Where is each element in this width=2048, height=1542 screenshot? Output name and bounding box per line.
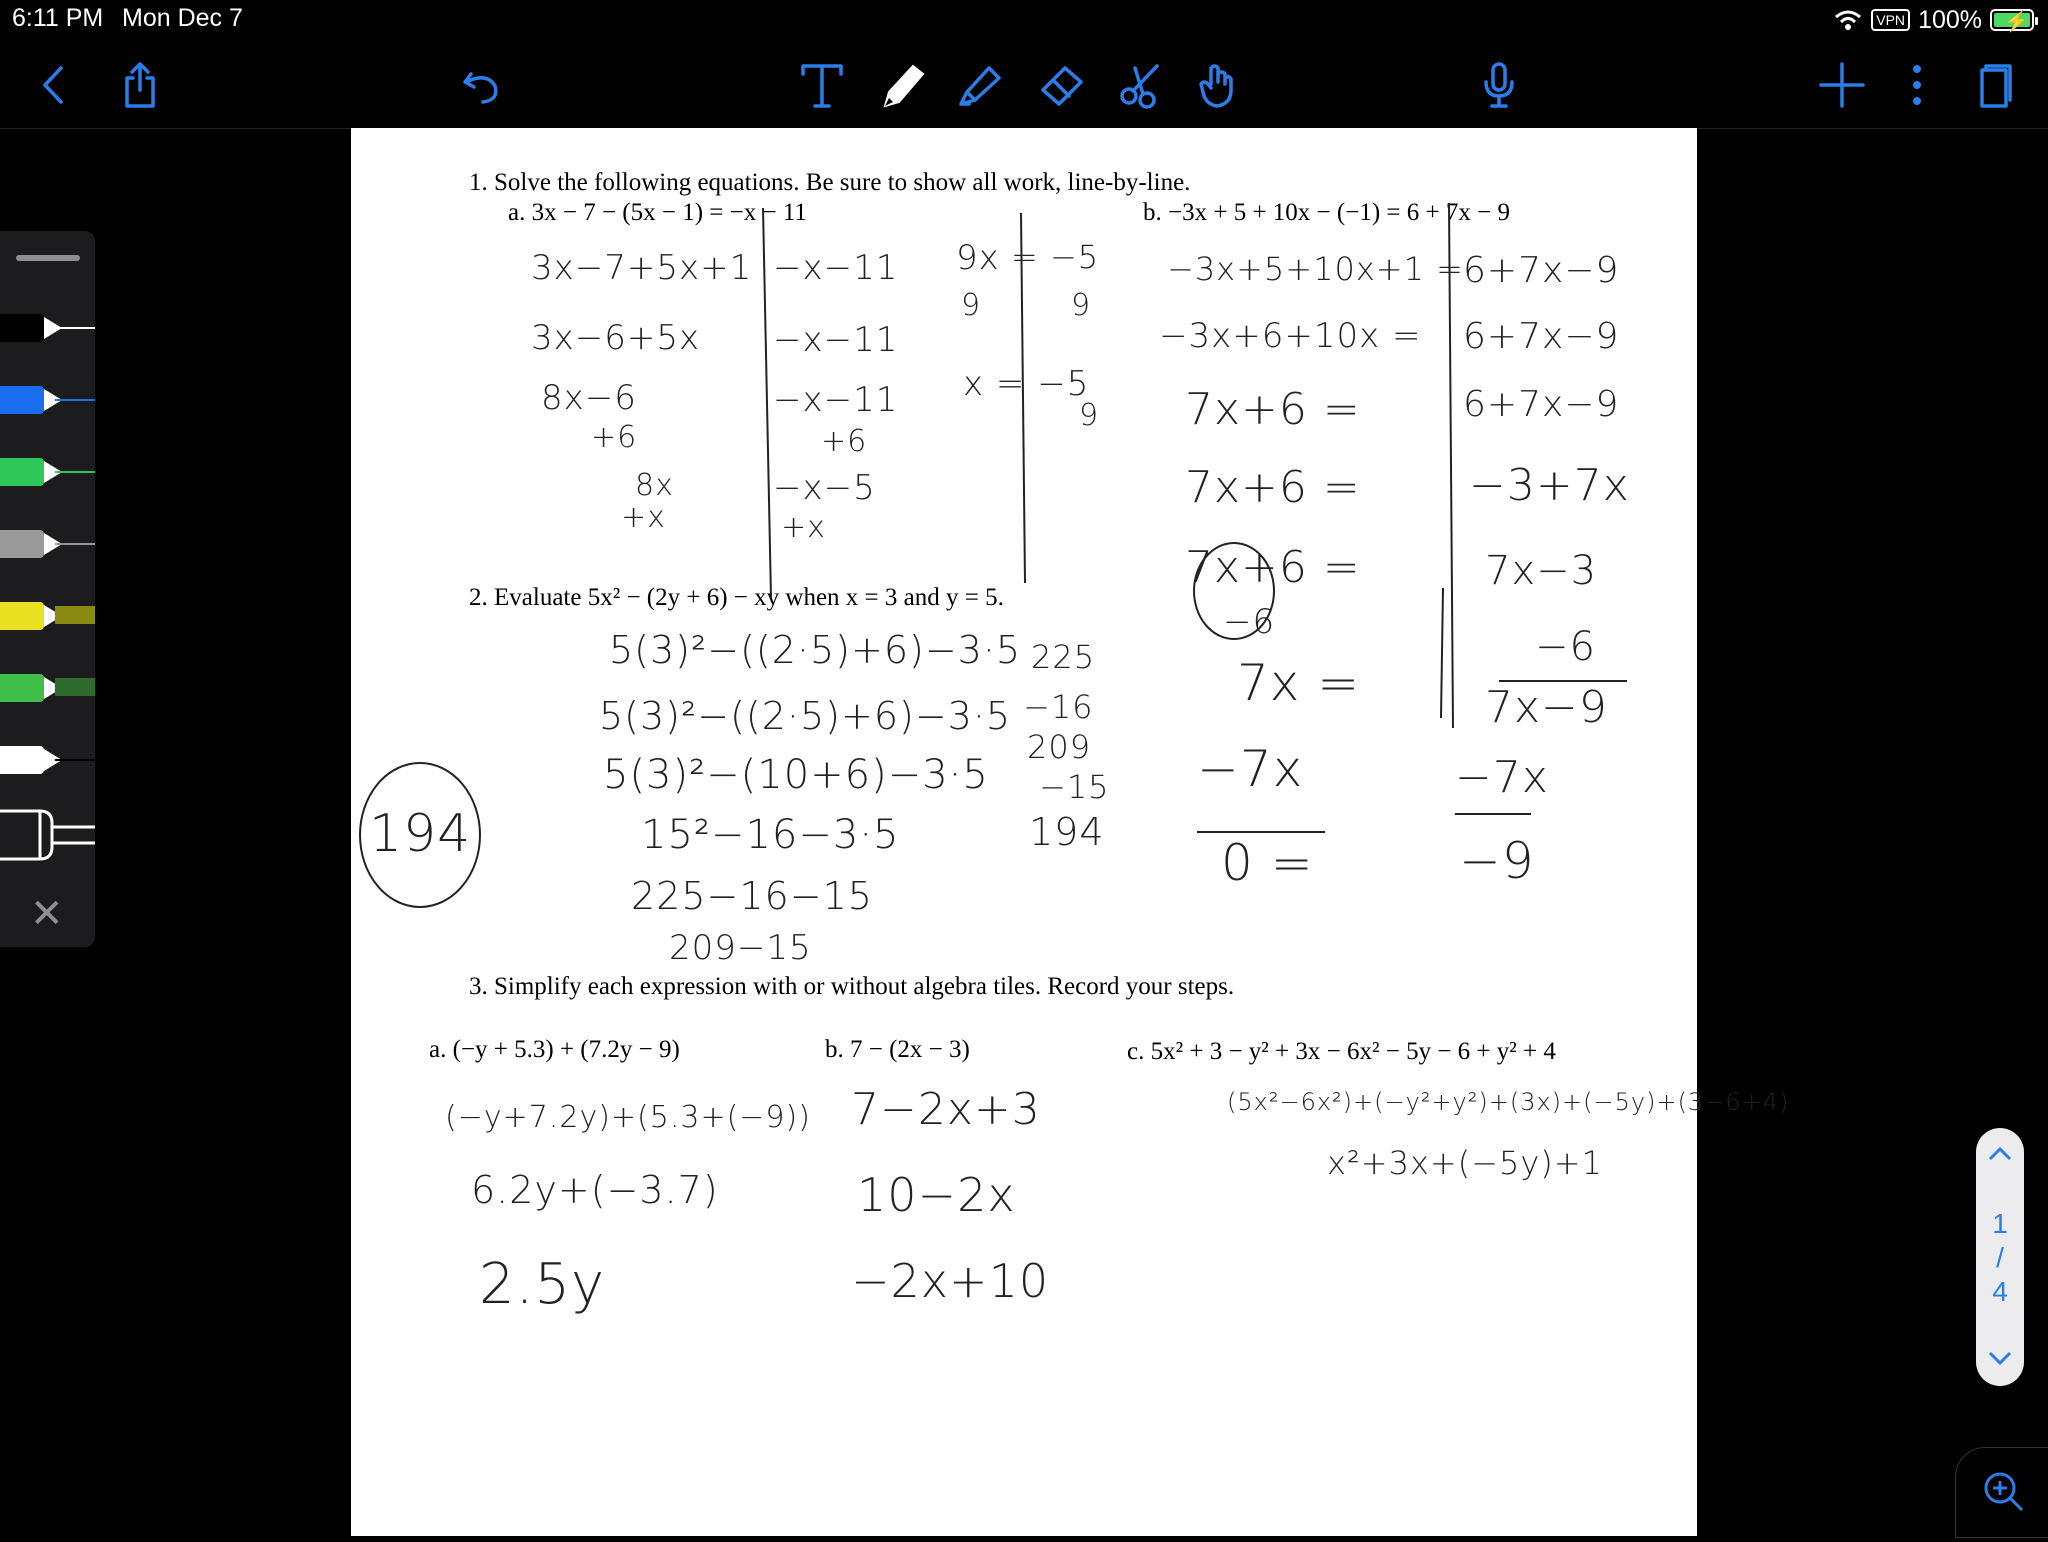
gray-pen[interactable] bbox=[0, 522, 95, 562]
ink-1b-right-7: 7x−9 bbox=[1485, 682, 1608, 733]
page-separator: / bbox=[1996, 1242, 2004, 1273]
ink-1a-left-6: +x bbox=[621, 500, 666, 535]
eraser-icon bbox=[1037, 60, 1087, 110]
ink-1a-right-3: −x−11 bbox=[773, 380, 899, 420]
question-3a: a. (−y + 5.3) + (7.2y − 9) bbox=[429, 1036, 680, 1063]
eraser-tool-button[interactable] bbox=[1032, 55, 1092, 115]
back-icon bbox=[29, 60, 79, 110]
ink-2-side-1: 225 bbox=[1031, 638, 1096, 676]
document-page[interactable] bbox=[351, 128, 1790, 1536]
ink-2-work-6: 209−15 bbox=[669, 928, 812, 968]
ink-1a-left-2: 3x−6+5x bbox=[531, 318, 701, 358]
microphone-icon bbox=[1474, 60, 1524, 110]
chevron-down-icon bbox=[1986, 1344, 2014, 1372]
zoom-in-icon bbox=[1956, 1448, 2048, 1537]
ink-1b-right-5: 7x−3 bbox=[1485, 548, 1598, 594]
ruler-tool[interactable] bbox=[0, 805, 95, 865]
share-icon bbox=[115, 60, 165, 110]
ink-2-work-5: 225−16−15 bbox=[631, 874, 873, 918]
highlighter-icon bbox=[955, 60, 1005, 110]
ink-2-side-2: −16 bbox=[1023, 688, 1094, 726]
undo-icon bbox=[457, 60, 507, 110]
ink-1a-right-6: +x bbox=[781, 510, 826, 545]
status-time: 6:11 PM bbox=[12, 4, 104, 32]
ink-2-answer: 194 bbox=[369, 804, 472, 864]
ink-2-work-4: 15²−16−3·5 bbox=[641, 812, 900, 858]
ink-1b-right-4: −3+7x bbox=[1469, 460, 1630, 511]
question-3: 3. Simplify each expression with or without algebra tiles. Record your steps. bbox=[469, 973, 1235, 1000]
back-button[interactable] bbox=[24, 55, 84, 115]
white-marker[interactable] bbox=[0, 738, 95, 778]
palette-drag-handle[interactable] bbox=[16, 255, 80, 261]
black-pen-icon bbox=[0, 314, 44, 342]
question-1: 1. Solve the following equations. Be sure to show all work, line-by-line. bbox=[469, 169, 1191, 196]
ink-1b-left-1: −3x+5+10x+1 = bbox=[1167, 250, 1464, 288]
more-button[interactable] bbox=[1887, 55, 1947, 115]
scissors-tool-button[interactable] bbox=[1112, 55, 1172, 115]
question-1b: b. −3x + 5 + 10x − (−1) = 6 + 7x − 9 bbox=[1143, 199, 1510, 226]
more-icon bbox=[1892, 60, 1942, 110]
pen-tool-button[interactable] bbox=[872, 55, 932, 115]
ink-1a-left-4: +6 bbox=[591, 420, 638, 455]
page-up-button[interactable] bbox=[1986, 1140, 2014, 1168]
ink-2-side-3: 209 bbox=[1027, 728, 1092, 766]
chevron-up-icon bbox=[1986, 1140, 2014, 1168]
ink-3b-1: 7−2x+3 bbox=[851, 1084, 1041, 1135]
wifi-icon bbox=[1833, 8, 1863, 32]
ink-1b-left-7: 7x = bbox=[1237, 654, 1361, 712]
ink-1b-left-6: −6 bbox=[1223, 602, 1276, 642]
question-3c: c. 5x² + 3 − y² + 3x − 6x² − 5y − 6 + y² + 4 bbox=[1127, 1038, 1556, 1065]
ink-2-work-3: 5(3)²−(10+6)−3·5 bbox=[603, 752, 989, 798]
question-1a: a. 3x − 7 − (5x − 1) = −x − 11 bbox=[508, 199, 807, 226]
scissors-icon bbox=[1117, 60, 1167, 110]
page-navigator bbox=[1976, 1128, 2024, 1386]
close-icon[interactable]: ✕ bbox=[30, 892, 64, 936]
ink-1a-left-1: 3x−7+5x+1 bbox=[531, 248, 753, 288]
pen-icon bbox=[877, 60, 927, 110]
microphone-button[interactable] bbox=[1469, 55, 1529, 115]
ink-1a-side-3: = −5 bbox=[1011, 238, 1100, 276]
hand-tool-button[interactable] bbox=[1188, 55, 1248, 115]
green-highlighter-icon bbox=[0, 674, 44, 702]
ink-2-side-5: 194 bbox=[1029, 810, 1105, 854]
ink-3b-3: −2x+10 bbox=[851, 1254, 1050, 1308]
ink-3a-2: 6.2y+(−3.7) bbox=[471, 1168, 719, 1212]
ink-1a-side-6: 9 bbox=[1079, 398, 1100, 433]
ink-1a-left-3: 8x−6 bbox=[541, 378, 637, 418]
blue-pen-icon bbox=[0, 386, 44, 414]
ink-1b-right-8: −7x bbox=[1455, 752, 1549, 803]
zoom-button[interactable] bbox=[1955, 1447, 2048, 1538]
hand-icon bbox=[1193, 60, 1243, 110]
toolbar bbox=[0, 40, 2048, 129]
blue-pen[interactable] bbox=[0, 378, 95, 418]
black-pen[interactable] bbox=[0, 306, 95, 346]
yellow-highlighter-icon bbox=[0, 602, 44, 630]
ink-2-work-2: 5(3)²−((2·5)+6)−3·5 bbox=[599, 694, 1012, 738]
white-marker-icon bbox=[0, 746, 44, 774]
ink-3a-3: 2.5y bbox=[479, 1252, 606, 1317]
green-highlighter[interactable] bbox=[0, 666, 95, 706]
ink-1b-right-3: 6+7x−9 bbox=[1463, 384, 1620, 425]
undo-button[interactable] bbox=[452, 55, 512, 115]
yellow-highlighter[interactable] bbox=[0, 594, 95, 634]
gray-pen-icon bbox=[0, 530, 44, 558]
pages-button[interactable] bbox=[1965, 55, 2025, 115]
ink-1b-left-4: 7x+6 = bbox=[1185, 462, 1361, 513]
question-2: 2. Evaluate 5x² − (2y + 6) − xy when x = 3 and y = 5. bbox=[469, 584, 1004, 611]
ink-3b-2: 10−2x bbox=[857, 1168, 1016, 1222]
add-icon bbox=[1817, 60, 1867, 110]
ink-1b-left-5: 7x+6 = bbox=[1185, 542, 1361, 593]
battery-percent: 100% bbox=[1918, 5, 1982, 34]
ink-1a-side-5: x = −5 bbox=[963, 364, 1090, 404]
ink-1a-side-4: 9 bbox=[1071, 288, 1092, 323]
green-pen[interactable] bbox=[0, 450, 95, 490]
ink-1b-left-8: −7x bbox=[1197, 740, 1304, 798]
green-pen-icon bbox=[0, 458, 44, 486]
ink-1b-right-1: 6+7x−9 bbox=[1463, 250, 1620, 291]
current-page: 1 bbox=[1992, 1208, 2008, 1239]
question-3b: b. 7 − (2x − 3) bbox=[825, 1036, 970, 1063]
ink-1b-left-2: −3x+6+10x = bbox=[1159, 316, 1422, 356]
status-right bbox=[1833, 4, 2034, 36]
page-down-button[interactable] bbox=[1986, 1344, 2014, 1372]
ink-1a-right-4: +6 bbox=[821, 424, 868, 459]
ink-3c-2: x²+3x+(−5y)+1 bbox=[1327, 1144, 1603, 1182]
battery-icon: ⚡ bbox=[1990, 9, 2034, 31]
text-tool-button[interactable] bbox=[792, 55, 852, 115]
ink-1b-right-2: 6+7x−9 bbox=[1463, 316, 1620, 357]
ink-1b-left-9: 0 = bbox=[1221, 834, 1314, 892]
status-bar bbox=[0, 0, 2048, 40]
share-button[interactable] bbox=[110, 55, 170, 115]
ruler-icon bbox=[0, 811, 95, 859]
ink-3a-1: (−y+7.2y)+(5.3+(−9)) bbox=[445, 1100, 811, 1135]
ink-1a-left-5: 8x bbox=[635, 468, 674, 503]
ink-1a-side-1: 9x bbox=[956, 238, 1000, 278]
ink-1a-side-2: 9 bbox=[961, 288, 982, 323]
pen-palette bbox=[0, 231, 95, 947]
ink-1b-left-3: 7x+6 = bbox=[1185, 384, 1361, 435]
ink-2-side-4: −15 bbox=[1039, 768, 1110, 806]
ink-1a-right-5: −x−5 bbox=[773, 468, 876, 508]
ink-3c-1: (5x²−6x²)+(−y²+y²)+(3x)+(−5y)+(3−6+4) bbox=[1227, 1088, 1790, 1116]
vpn-badge: VPN bbox=[1871, 9, 1910, 31]
highlighter-tool-button[interactable] bbox=[950, 55, 1010, 115]
text-icon bbox=[797, 60, 847, 110]
ink-1a-right-1: −x−11 bbox=[773, 248, 899, 288]
ink-1a-right-2: −x−11 bbox=[773, 320, 899, 360]
ink-1b-right-9: −9 bbox=[1459, 832, 1535, 890]
pages-icon bbox=[1970, 60, 2020, 110]
ink-2-work-1: 5(3)²−((2·5)+6)−3·5 bbox=[609, 628, 1022, 672]
total-pages: 4 bbox=[1992, 1276, 2008, 1307]
add-button[interactable] bbox=[1812, 55, 1872, 115]
ink-1b-right-6: −6 bbox=[1535, 624, 1596, 670]
status-date: Mon Dec 7 bbox=[122, 4, 243, 32]
